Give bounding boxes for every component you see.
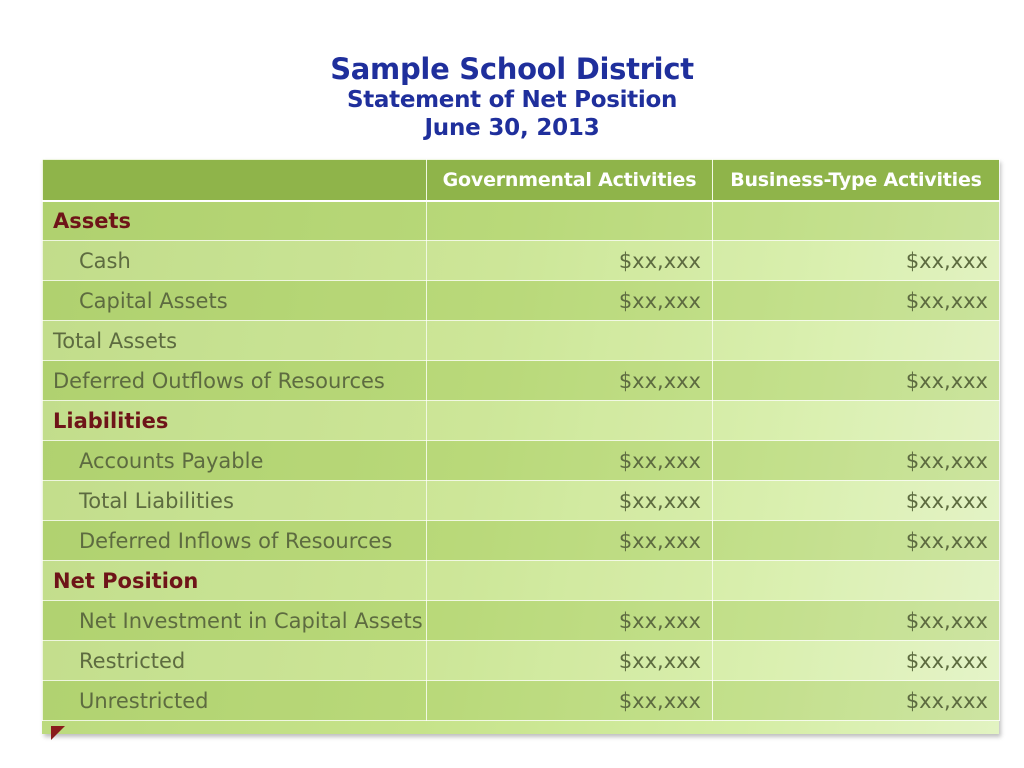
table-row: [43, 361, 1000, 401]
governmental-amount: $xx,xxx: [427, 241, 713, 281]
table-row: [43, 321, 1000, 361]
row-label: Net Investment in Capital Assets: [43, 601, 427, 641]
table-row: [43, 481, 1000, 521]
business-amount: $xx,xxx: [713, 281, 1000, 321]
row-label: Cash: [43, 241, 427, 281]
row-label: Capital Assets: [43, 281, 427, 321]
business-amount: $xx,xxx: [713, 521, 1000, 561]
table-row: [43, 561, 1000, 601]
statement-name: Statement of Net Position: [346, 87, 678, 113]
header-business-type-activities: Business-Type Activities: [713, 160, 1000, 201]
table-row: [43, 681, 1000, 721]
row-label: Accounts Payable: [43, 441, 427, 481]
table-row: [43, 401, 1000, 441]
section-label: Liabilities: [43, 401, 427, 441]
table-row: [43, 201, 1000, 241]
row-label: Total Liabilities: [43, 481, 427, 521]
governmental-amount: $xx,xxx: [427, 521, 713, 561]
document-title: [0, 52, 1024, 142]
statement-table: [42, 159, 1000, 721]
section-label: Assets: [43, 201, 427, 241]
governmental-amount: $xx,xxx: [427, 361, 713, 401]
business-amount: $xx,xxx: [713, 361, 1000, 401]
business-amount: $xx,xxx: [713, 481, 1000, 521]
business-amount: $xx,xxx: [713, 441, 1000, 481]
table-row: [43, 281, 1000, 321]
row-label: Total Assets: [43, 321, 427, 361]
row-label: Deferred Outflows of Resources: [43, 361, 427, 401]
governmental-amount: $xx,xxx: [427, 481, 713, 521]
statement-date: June 30, 2013: [424, 115, 600, 141]
governmental-amount: [427, 561, 713, 601]
governmental-amount: $xx,xxx: [427, 641, 713, 681]
governmental-amount: [427, 321, 713, 361]
business-amount: [713, 321, 1000, 361]
business-amount: $xx,xxx: [713, 601, 1000, 641]
governmental-amount: $xx,xxx: [427, 281, 713, 321]
business-amount: [713, 201, 1000, 241]
governmental-amount: $xx,xxx: [427, 681, 713, 721]
corner-triangle-decoration: [51, 726, 65, 740]
header-label-column: [43, 160, 427, 201]
business-amount: [713, 561, 1000, 601]
statement-table-container: [42, 159, 999, 734]
business-amount: $xx,xxx: [713, 641, 1000, 681]
governmental-amount: [427, 401, 713, 441]
header-governmental-activities: Governmental Activities: [427, 160, 713, 201]
governmental-amount: $xx,xxx: [427, 441, 713, 481]
business-amount: $xx,xxx: [713, 241, 1000, 281]
business-amount: [713, 401, 1000, 441]
district-name: Sample School District: [330, 52, 694, 86]
row-label: Unrestricted: [43, 681, 427, 721]
governmental-amount: [427, 201, 713, 241]
table-row: [43, 601, 1000, 641]
governmental-amount: $xx,xxx: [427, 601, 713, 641]
table-row: [43, 641, 1000, 681]
row-label: Deferred Inflows of Resources: [43, 521, 427, 561]
table-row: [43, 241, 1000, 281]
business-amount: $xx,xxx: [713, 681, 1000, 721]
table-row: [43, 521, 1000, 561]
table-header-row: [43, 160, 1000, 201]
row-label: Restricted: [43, 641, 427, 681]
section-label: Net Position: [43, 561, 427, 601]
table-row: [43, 441, 1000, 481]
